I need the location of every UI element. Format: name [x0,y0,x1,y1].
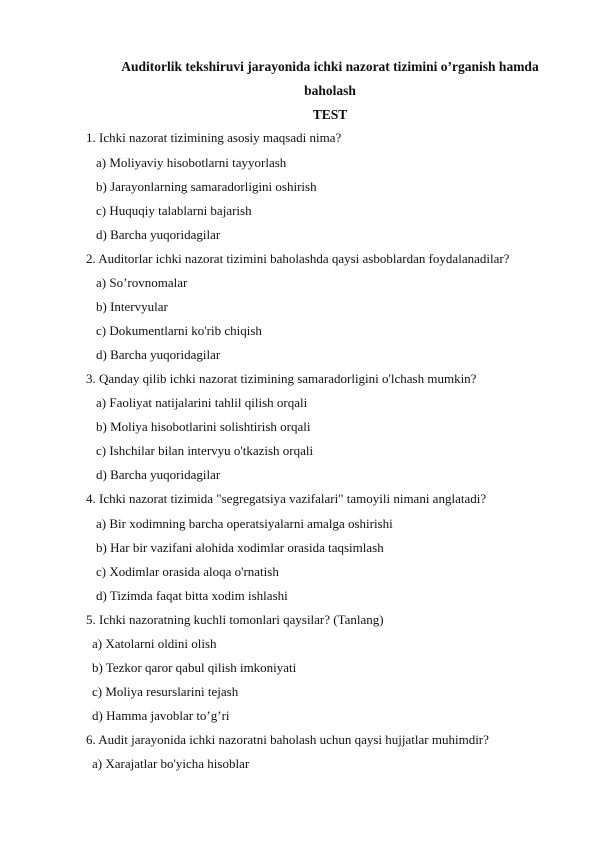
question-3: 3. Qanday qilib ichki nazorat tizimining samaradorligini o'lchash mumkin? [86,371,477,386]
q1-option-b: b) Jarayonlarning samaradorligini oshirish [96,179,317,194]
section-heading: TEST [312,107,348,122]
document-title-continued: baholash [304,83,356,98]
q1-option-a: a) Moliyaviy hisobotlarni tayyorlash [96,155,287,170]
q3-option-c: c) Ishchilar bilan intervyu o'tkazish orqali [96,443,314,458]
q2-option-a: a) So’rovnomalar [96,275,188,290]
q2-option-d: d) Barcha yuqoridagilar [96,347,221,362]
q4-option-d: d) Tizimda faqat bitta xodim ishlashi [96,588,288,603]
q1-option-c: c) Huquqiy talablarni bajarish [96,203,252,218]
q2-option-b: b) Intervyular [96,299,168,314]
document-title: Auditorlik tekshiruvi jarayonida ichki nazorat tizimini o’rganish hamda [121,59,539,74]
q3-option-a: a) Faoliyat natijalarini tahlil qilish orqali [96,395,308,410]
question-1: 1. Ichki nazorat tizimining asosiy maqsadi nima? [86,130,342,145]
question-4: 4. Ichki nazorat tizimida "segregatsiya vazifalari" tamoyili nimani anglatadi? [86,491,487,506]
q6-option-a: a) Xarajatlar bo'yicha hisoblar [92,756,250,771]
q5-option-c: c) Moliya resurslarini tejash [92,684,239,699]
question-5: 5. Ichki nazoratning kuchli tomonlari qaysilar? (Tanlang) [86,612,384,627]
question-6: 6. Audit jarayonida ichki nazoratni baholash uchun qaysi hujjatlar muhimdir? [86,732,489,747]
q5-option-b: b) Tezkor qaror qabul qilish imkoniyati [92,660,297,675]
q4-option-c: c) Xodimlar orasida aloqa o'rnatish [96,564,279,579]
q3-option-d: d) Barcha yuqoridagilar [96,467,221,482]
question-2: 2. Auditorlar ichki nazorat tizimini baholashda qaysi asboblardan foydalanadilar? [86,251,510,266]
q4-option-b: b) Har bir vazifani alohida xodimlar orasida taqsimlash [96,540,384,555]
q4-option-a: a) Bir xodimning barcha operatsiyalarni amalga oshirishi [96,516,393,531]
q3-option-b: b) Moliya hisobotlarini solishtirish orqali [96,419,311,434]
q1-option-d: d) Barcha yuqoridagilar [96,227,221,242]
q5-option-a: a) Xatolarni oldini olish [92,636,217,651]
q5-option-d: d) Hamma javoblar to’g’ri [92,708,230,723]
q2-option-c: c) Dokumentlarni ko'rib chiqish [96,323,262,338]
